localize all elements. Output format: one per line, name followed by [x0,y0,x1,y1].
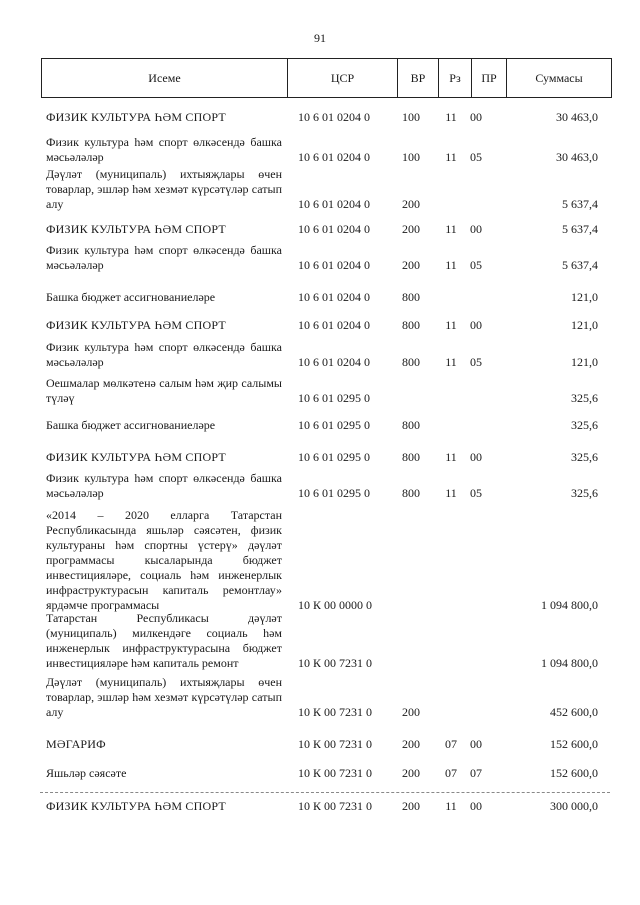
row-sum: 325,6 [571,391,598,405]
row-vr: 800 [402,486,420,500]
row-csr: 10 6 01 0204 0 [298,110,370,124]
row-sum: 325,6 [571,450,598,464]
row-sum: 5 637,4 [562,258,598,272]
row-vr: 200 [402,737,420,751]
row-vr: 200 [402,197,420,211]
row-csr: 10 6 01 0204 0 [298,258,370,272]
row-sum: 5 637,4 [562,222,598,236]
row-name: Физик культура һәм спорт өлкәсендә башка мәсьәләләр [46,340,282,369]
row-rz: 11 [445,318,457,332]
row-name: Оешмалар мөлкәтенә салым һәм җир салымы түләү [46,376,282,405]
row-pr: 05 [470,150,482,164]
row-rz: 11 [445,110,457,124]
row-name: ФИЗИК КУЛЬТУРА ҺӘМ СПОРТ [46,222,226,236]
row-sum: 1 094 800,0 [541,598,598,612]
row-pr: 00 [470,450,482,464]
row-sum: 5 637,4 [562,197,598,211]
row-name: Башка бюджет ассигнованиеләре [46,290,216,304]
row-pr: 00 [470,737,482,751]
row-csr: 10 6 01 0204 0 [298,222,370,236]
row-sum: 30 463,0 [556,150,598,164]
row-csr: 10 6 01 0204 0 [298,197,370,211]
row-sum: 121,0 [571,290,598,304]
row-sum: 30 463,0 [556,110,598,124]
row-pr: 05 [470,486,482,500]
row-name: Яшьләр сәясәте [46,766,127,780]
header-name: Исеме [42,59,288,97]
row-vr: 200 [402,222,420,236]
row-sum: 152 600,0 [550,766,598,780]
row-name: «2014 – 2020 елларга Татарстан Республикасында яшьләр сәясәтен, физик культураны һәм спортны үстерү» дәүләт программасы кысаларында бюджет инвестицияләре, социаль һәм инженерлык инфраструктурасын капиталь ремонтлау» ярдәмче программасы [46,508,282,612]
row-sum: 121,0 [571,318,598,332]
row-rz: 11 [445,222,457,236]
page-number: 91 [314,31,326,45]
row-csr: 10 К 00 7231 0 [298,656,373,670]
header-csr: ЦСР [288,59,398,97]
table-header [41,58,612,98]
row-vr: 800 [402,318,420,332]
row-sum: 300 000,0 [550,799,598,813]
row-rz: 11 [445,150,457,164]
header-vr: ВР [398,59,439,97]
header-sum: Суммасы [535,71,583,85]
row-name: Дәүләт (муниципаль) ихтыяҗлары өчен товарлар, эшләр һәм хезмәт күрсәтүләр сатып алу [46,167,282,211]
row-vr: 800 [402,418,420,432]
row-csr: 10 6 01 0204 0 [298,150,370,164]
header-pr: ПР [472,59,507,97]
row-pr: 00 [470,318,482,332]
row-csr: 10 К 00 7231 0 [298,705,373,719]
row-name: ФИЗИК КУЛЬТУРА ҺӘМ СПОРТ [46,110,226,124]
row-rz: 11 [445,258,457,272]
row-sum: 325,6 [571,418,598,432]
row-rz: 11 [445,355,457,369]
row-pr: 05 [470,258,482,272]
row-name: Татарстан Республикасы дәүләт (муниципаль) милкендәге социаль һәм инженерлык инфраструктурасына бюджет инвестицияләре һәм капиталь ремонт [46,611,282,670]
row-csr: 10 6 01 0295 0 [298,486,370,500]
row-rz: 11 [445,450,457,464]
row-vr: 100 [402,110,420,124]
row-csr: 10 6 01 0204 0 [298,290,370,304]
row-csr: 10 6 01 0295 0 [298,450,370,464]
row-vr: 200 [402,258,420,272]
row-sum: 1 094 800,0 [541,656,598,670]
row-name: МӘГАРИФ [46,737,106,751]
row-vr: 800 [402,450,420,464]
row-vr: 200 [402,766,420,780]
header-rz: Рз [439,59,472,97]
row-rz: 07 [445,766,457,780]
row-csr: 10 К 00 7231 0 [298,766,373,780]
row-vr: 800 [402,290,420,304]
row-divider [40,792,610,793]
row-csr: 10 6 01 0204 0 [298,355,370,369]
row-vr: 100 [402,150,420,164]
row-csr: 10 К 00 7231 0 [298,737,373,751]
row-sum: 452 600,0 [550,705,598,719]
row-vr: 200 [402,799,420,813]
row-name: ФИЗИК КУЛЬТУРА ҺӘМ СПОРТ [46,318,226,332]
row-rz: 11 [445,799,457,813]
row-csr: 10 К 00 7231 0 [298,799,373,813]
row-rz: 07 [445,737,457,751]
row-sum: 121,0 [571,355,598,369]
row-pr: 00 [470,110,482,124]
row-pr: 07 [470,766,482,780]
row-vr: 200 [402,705,420,719]
row-name: ФИЗИК КУЛЬТУРА ҺӘМ СПОРТ [46,450,226,464]
row-pr: 05 [470,355,482,369]
row-csr: 10 6 01 0295 0 [298,418,370,432]
row-name: Дәүләт (муниципаль) ихтыяҗлары өчен товарлар, эшләр һәм хезмәт күрсәтүләр сатып алу [46,675,282,719]
row-vr: 800 [402,355,420,369]
row-csr: 10 6 01 0204 0 [298,318,370,332]
row-csr: 10 6 01 0295 0 [298,391,370,405]
row-name: Физик культура һәм спорт өлкәсендә башка мәсьәләләр [46,135,282,164]
row-name: Башка бюджет ассигнованиеләре [46,418,216,432]
row-name: Физик культура һәм спорт өлкәсендә башка мәсьәләләр [46,471,282,500]
row-pr: 00 [470,799,482,813]
row-sum: 152 600,0 [550,737,598,751]
row-sum: 325,6 [571,486,598,500]
table-row [0,108,640,814]
row-name: ФИЗИК КУЛЬТУРА ҺӘМ СПОРТ [46,799,226,813]
row-rz: 11 [445,486,457,500]
row-name: Физик культура һәм спорт өлкәсендә башка мәсьәләләр [46,243,282,272]
row-csr: 10 К 00 0000 0 [298,598,373,612]
row-pr: 00 [470,222,482,236]
